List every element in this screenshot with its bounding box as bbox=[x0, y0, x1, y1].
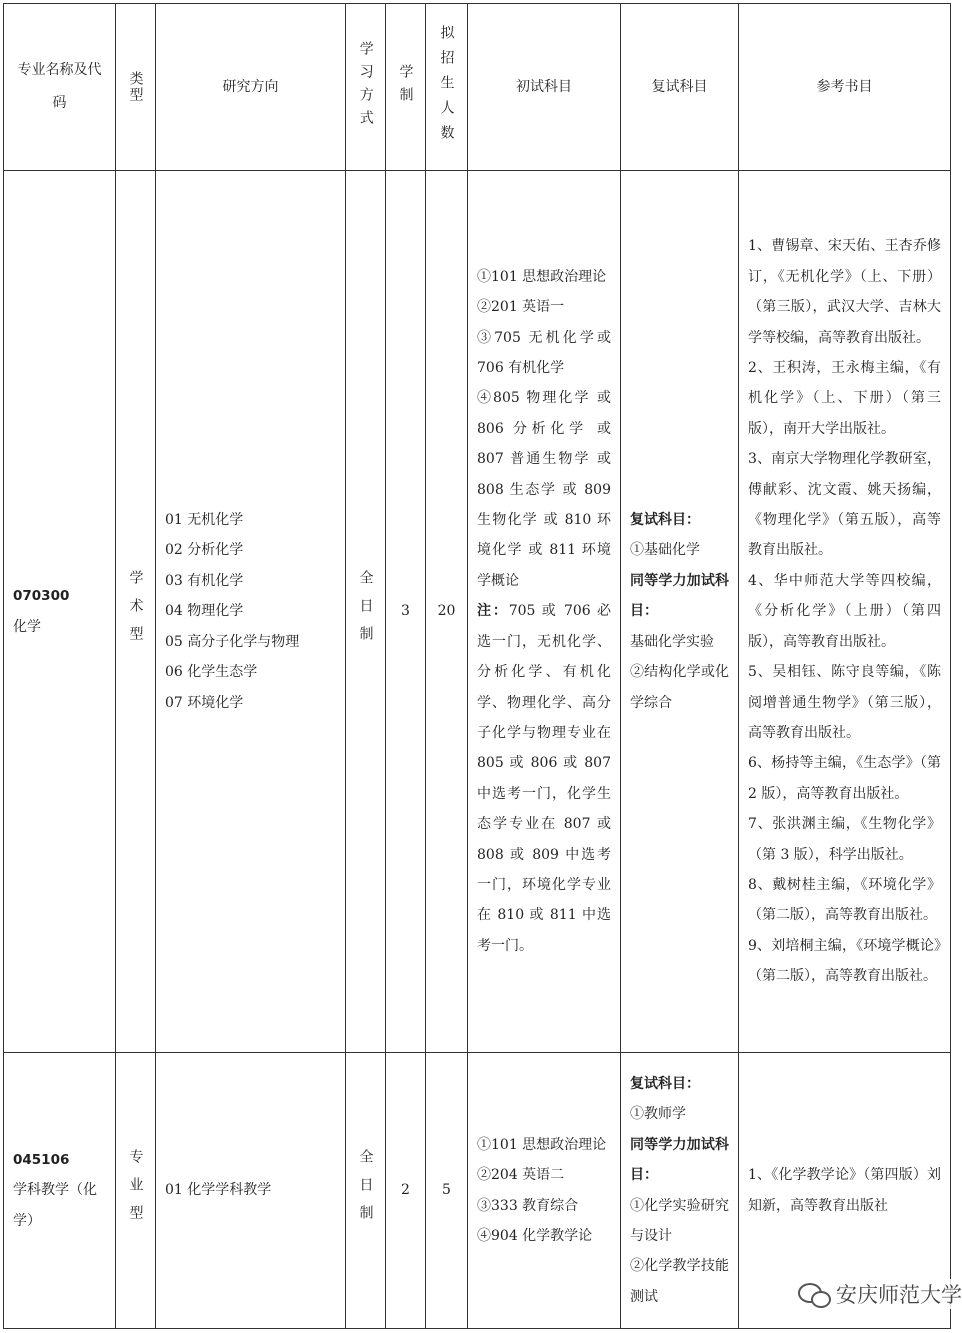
initial-cell bbox=[468, 1053, 621, 1329]
header-books: 参考书目 bbox=[739, 4, 951, 171]
book-item: 2、王积涛，王永梅主编，《有机化学》（上、下册）（第三版），南开大学出版社。 bbox=[748, 360, 941, 437]
watermark bbox=[794, 1279, 962, 1309]
duration-cell: 3 bbox=[386, 171, 426, 1053]
direction-item: 06 化学生态学 bbox=[165, 664, 258, 681]
retest-cell bbox=[621, 1053, 739, 1329]
header-direction: 研究方向 bbox=[156, 4, 346, 171]
mode-cell: 全日制 bbox=[346, 171, 386, 1053]
equiv-subject: ②结构化学或化学综合 bbox=[630, 664, 729, 711]
direction-item: 05 高分子化学与物理 bbox=[165, 633, 300, 650]
type-cell: 学术型 bbox=[116, 171, 156, 1053]
quota-cell: 20 bbox=[426, 171, 468, 1053]
header-row bbox=[4, 4, 951, 171]
direction-item: 01 无机化学 bbox=[165, 512, 244, 529]
book-item: 4、华中师范大学等四校编，《分析化学》（上册）（第四版），高等教育出版社。 bbox=[748, 572, 941, 650]
header-retest: 复试科目 bbox=[621, 4, 739, 171]
equiv-label: 同等学力加试科目： bbox=[630, 1136, 729, 1184]
initial-subject: ①101 思想政治理论 bbox=[477, 1136, 607, 1153]
header-mode: 学习方式 bbox=[346, 4, 386, 171]
header-duration: 学制 bbox=[386, 4, 426, 171]
major-name: 学科教学（化学） bbox=[13, 1182, 97, 1229]
table-row bbox=[4, 171, 951, 1053]
books-cell bbox=[739, 171, 951, 1053]
direction-cell bbox=[156, 1053, 346, 1329]
major-cell bbox=[4, 171, 116, 1053]
major-code: 045106 bbox=[13, 1151, 70, 1168]
note-text: 705 或 706 必选一门，无机化学、分析化学、有机化学、物理化学、高分子化学与物理专业在 805 或 806 或 807 中选考一门，化学生态学专业在 807 或 808 或 809 中选考一门，环境化学专业在 810 或 811 中选考一门。 bbox=[477, 603, 611, 954]
direction-item: 02 分析化学 bbox=[165, 542, 244, 559]
mode-cell: 全日制 bbox=[346, 1053, 386, 1329]
book-item: 1、曹锡章、宋天佑、王杏乔修订，《无机化学》（上、下册）（第三版），武汉大学、吉林大学等校编，高等教育出版社。 bbox=[748, 238, 941, 346]
major-code: 070300 bbox=[13, 588, 70, 605]
equiv-subject: ②化学教学技能测试 bbox=[630, 1258, 729, 1305]
initial-subject: ②201 英语一 bbox=[477, 299, 565, 316]
header-type: 类型 bbox=[116, 4, 156, 171]
initial-subject: ③333 教育综合 bbox=[477, 1197, 579, 1214]
retest-cell bbox=[621, 171, 739, 1053]
book-item: 5、吴相钰、陈守良等编，《陈阅增普通生物学》（第三版），高等教育出版社。 bbox=[748, 664, 941, 741]
header-major: 专业名称及代码 bbox=[4, 4, 116, 171]
book-item: 8、戴树桂主编，《环境化学》（第二版），高等教育出版社。 bbox=[748, 876, 941, 924]
retest-label: 复试科目： bbox=[630, 512, 700, 529]
header-quota: 拟招生人数 bbox=[426, 4, 468, 171]
direction-item: 01 化学学科教学 bbox=[165, 1182, 272, 1199]
initial-subject: ④904 化学教学论 bbox=[477, 1227, 593, 1244]
equiv-label: 同等学力加试科目： bbox=[630, 572, 729, 620]
watermark-text: 安庆师范大学 bbox=[836, 1283, 962, 1307]
duration-cell: 2 bbox=[386, 1053, 426, 1329]
direction-item: 07 环境化学 bbox=[165, 694, 244, 711]
direction-item: 03 有机化学 bbox=[165, 572, 244, 589]
initial-subject: ②204 英语二 bbox=[477, 1167, 565, 1184]
equiv-subject: ①化学实验研究与设计 bbox=[630, 1197, 729, 1244]
retest-subject: ①基础化学 bbox=[630, 542, 700, 559]
book-item: 7、张洪渊主编，《生物化学》（第 3 版），科学出版社。 bbox=[748, 816, 941, 863]
initial-subject: ④805 物理化学 或 806 分析化学 或 807 普通生物学 或 808 生态学 或 809 生物化学 或 810 环境化学 或 811 环境学概论 bbox=[477, 390, 611, 589]
initial-subject: ①101 思想政治理论 bbox=[477, 268, 607, 285]
admission-table bbox=[3, 3, 951, 1329]
retest-label: 复试科目： bbox=[630, 1075, 700, 1092]
initial-cell bbox=[468, 171, 621, 1053]
initial-subject: ③705 无机化学或 706 有机化学 bbox=[477, 329, 611, 377]
book-item: 6、杨持等主编，《生态学》（第 2 版），高等教育出版社。 bbox=[748, 755, 941, 802]
book-item: 9、刘培桐主编，《环境学概论》（第二版），高等教育出版社。 bbox=[748, 937, 941, 985]
direction-item: 04 物理化学 bbox=[165, 603, 244, 620]
retest-subject: ①教师学 bbox=[630, 1106, 686, 1123]
direction-cell bbox=[156, 171, 346, 1053]
equiv-subject: 基础化学实验 bbox=[630, 633, 714, 650]
major-name: 化学 bbox=[13, 618, 41, 635]
note-label: 注： bbox=[477, 603, 509, 620]
book-item: 1、《化学教学论》（第四版）刘知新，高等教育出版社 bbox=[748, 1167, 941, 1214]
header-initial: 初试科目 bbox=[468, 4, 621, 171]
major-cell bbox=[4, 1053, 116, 1329]
chat-bubbles-icon bbox=[798, 1281, 832, 1307]
type-cell: 专业型 bbox=[116, 1053, 156, 1329]
initial-note bbox=[477, 596, 611, 961]
book-item: 3、南京大学物理化学教研室，傅献彩、沈文霞、姚天扬编，《物理化学》（第五版），高等教育出版社。 bbox=[748, 451, 941, 559]
quota-cell: 5 bbox=[426, 1053, 468, 1329]
